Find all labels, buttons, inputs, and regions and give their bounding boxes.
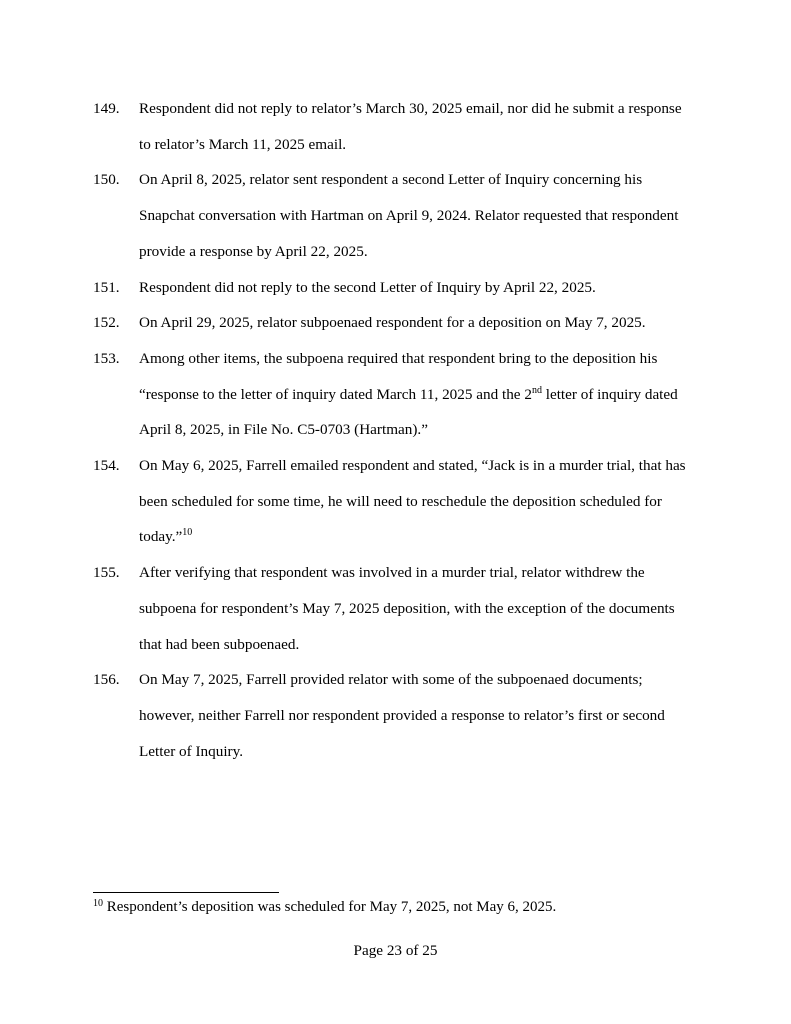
paragraph-text <box>139 448 714 555</box>
text-line: Respondent did not reply to relator’s March 30, 2025 email, nor did he submit a response <box>139 100 682 117</box>
text-line: Letter of Inquiry. <box>139 742 244 760</box>
paragraph-number: 149. <box>93 100 120 117</box>
text-segment: “response to the letter of inquiry dated March 11, 2025 and the 2 <box>139 385 532 403</box>
footnote-marker: 10 <box>93 898 103 909</box>
paragraph <box>0 270 791 306</box>
paragraph <box>0 341 791 448</box>
paragraph <box>0 662 791 769</box>
paragraph <box>0 162 791 269</box>
paragraph-number: 156. <box>93 671 120 689</box>
paragraph-text <box>139 162 714 269</box>
text-line: that had been subpoenaed. <box>139 635 300 653</box>
text-line: On April 29, 2025, relator subpoenaed respondent for a deposition on May 7, 2025. <box>139 314 646 332</box>
paragraph-number: 151. <box>93 278 120 296</box>
text-line: however, neither Farrell nor respondent provided a response to relator’s first or second <box>139 706 665 724</box>
paragraph-text <box>139 270 714 306</box>
paragraph-number: 153. <box>93 349 120 367</box>
text-line: Respondent did not reply to the second Letter of Inquiry by April 22, 2025. <box>139 278 596 296</box>
text-segment: letter of inquiry dated <box>541 385 678 403</box>
paragraph-text <box>139 91 714 162</box>
text-line <box>139 519 714 555</box>
text-line: Among other items, the subpoena required that respondent bring to the deposition his <box>139 349 658 367</box>
paragraph <box>0 305 791 341</box>
superscript: 10 <box>182 527 193 539</box>
paragraph <box>0 448 791 555</box>
text-line: to relator’s March 11, 2025 email. <box>139 135 347 153</box>
text-line: After verifying that respondent was involved in a murder trial, relator withdrew the <box>139 564 645 582</box>
text-line: April 8, 2025, in File No. C5-0703 (Hartman).” <box>139 421 428 439</box>
paragraph-number: 155. <box>93 564 120 582</box>
text-line: provide a response by April 22, 2025. <box>139 242 368 260</box>
footnote-text: Respondent’s deposition was scheduled for May 7, 2025, not May 6, 2025. <box>103 899 557 915</box>
paragraph-number: 154. <box>93 457 120 475</box>
paragraph-text <box>139 555 714 662</box>
text-line: On May 7, 2025, Farrell provided relator with some of the subpoenaed documents; <box>139 671 643 689</box>
paragraph-number: 152. <box>93 314 120 332</box>
text-line: been scheduled for some time, he will need to reschedule the deposition scheduled for <box>139 492 662 510</box>
text-line <box>139 377 714 413</box>
text-line: On May 6, 2025, Farrell emailed respondent and stated, “Jack is in a murder trial, that has <box>139 457 686 475</box>
text-line: On April 8, 2025, relator sent respondent a second Letter of Inquiry concerning his <box>139 171 643 189</box>
paragraph-text <box>139 662 714 769</box>
paragraph <box>0 91 791 162</box>
footnote-separator <box>93 892 279 893</box>
text-line: subpoena for respondent’s May 7, 2025 deposition, with the exception of the documents <box>139 599 675 617</box>
footnote-10 <box>93 899 556 916</box>
paragraph-number: 150. <box>93 171 120 189</box>
paragraph <box>0 555 791 662</box>
paragraph-text <box>139 341 714 448</box>
text-line: Snapchat conversation with Hartman on April 9, 2024. Relator requested that respondent <box>139 207 679 225</box>
numbered-paragraphs <box>0 91 791 769</box>
text-segment: today.” <box>139 528 183 546</box>
paragraph-text <box>139 305 714 341</box>
page-number: Page 23 of 25 <box>353 942 438 959</box>
superscript: nd <box>531 384 542 396</box>
